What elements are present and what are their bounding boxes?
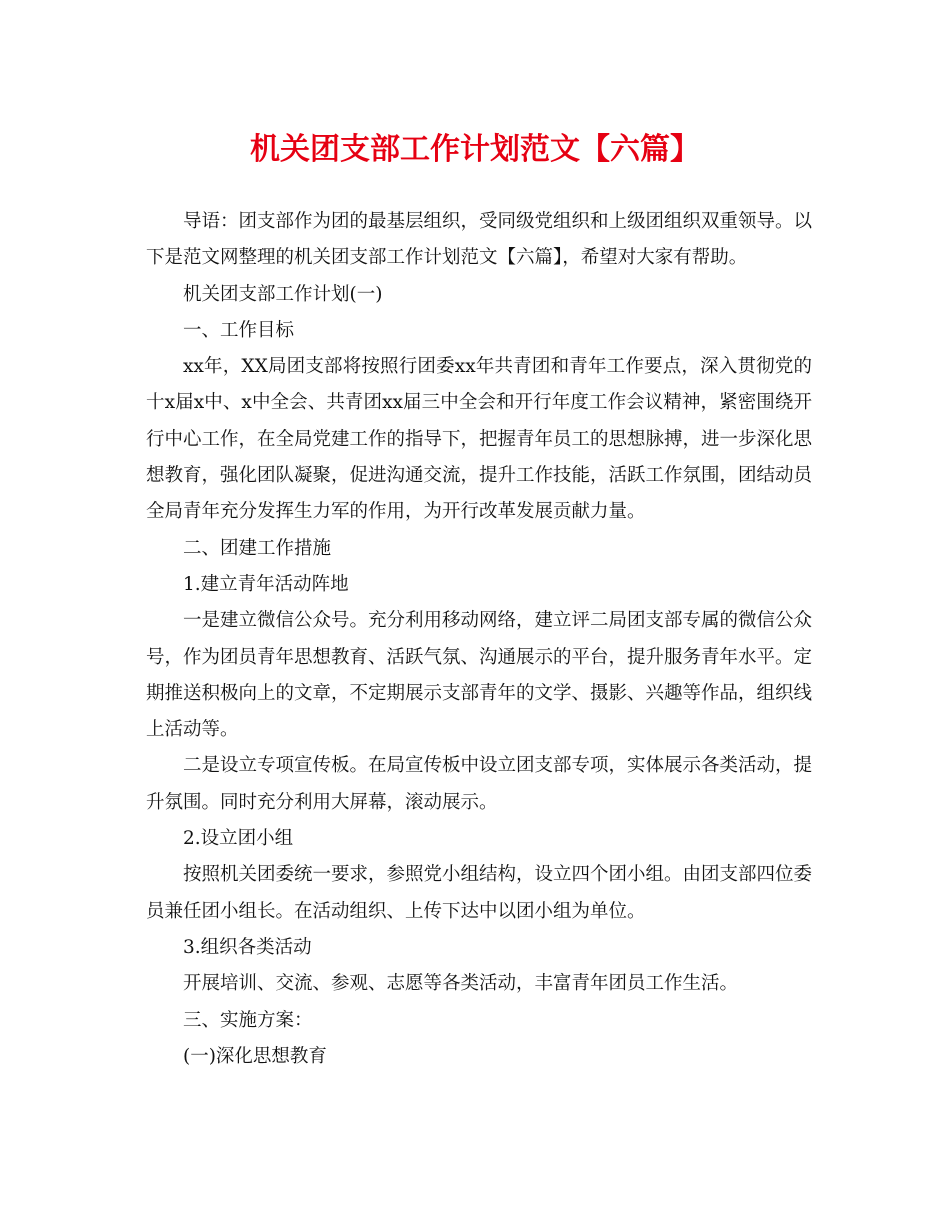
subheading-activity-base: 1.建立青年活动阵地 <box>183 573 349 595</box>
goals-paragraph: xx年，XX局团支部将按照行团委xx年共青团和青年工作要点，深入贯彻党的十x届x中、x中全会、共青团xx届三中全会和开行年度工作会议精神，紧密围绕开行中心工作，在全局党建工作的指导下，把握青年员工的思想脉搏，进一步深化思想教育，强化团队凝聚，促进沟通交流，提升工作技能，活跃工作氛围，团结动员全局青年充分发挥生力军的作用，为开行改革发展贡献力量。 <box>146 356 813 523</box>
section-heading-plan-one: 机关团支部工作计划(一) <box>183 283 383 305</box>
subheading-activities: 3.组织各类活动 <box>183 936 312 958</box>
heading-implementation: 三、实施方案： <box>183 1009 313 1031</box>
activities-paragraph: 开展培训、交流、参观、志愿等各类活动，丰富青年团员工作生活。 <box>183 973 739 995</box>
subheading-thought-education: (一)深化思想教育 <box>183 1045 327 1067</box>
document-title: 机关团支部工作计划范文【六篇】 <box>250 132 700 167</box>
wechat-paragraph: 一是建立微信公众号。充分利用移动网络，建立评二局团支部专属的微信公众号，作为团员青年思想教育、活跃气氛、沟通展示的平台，提升服务青年水平。定期推送积极向上的文章，不定期展示支部青年的文学、摄影、兴趣等作品，组织线上活动等。 <box>146 610 813 741</box>
board-paragraph: 二是设立专项宣传板。在局宣传板中设立团支部专项，实体展示各类活动，提升氛围。同时充分利用大屏幕，滚动展示。 <box>146 755 813 813</box>
heading-work-goals: 一、工作目标 <box>183 319 295 341</box>
groups-paragraph: 按照机关团委统一要求，参照党小组结构，设立四个团小组。由团支部四位委员兼任团小组长。在活动组织、上传下达中以团小组为单位。 <box>146 864 813 922</box>
intro-paragraph: 导语：团支部作为团的最基层组织，受同级党组织和上级团组织双重领导。以下是范文网整理的机关团支部工作计划范文【六篇】，希望对大家有帮助。 <box>146 211 813 269</box>
heading-measures: 二、团建工作措施 <box>183 537 332 559</box>
subheading-groups: 2.设立团小组 <box>183 828 294 850</box>
document-body <box>146 204 812 1075</box>
